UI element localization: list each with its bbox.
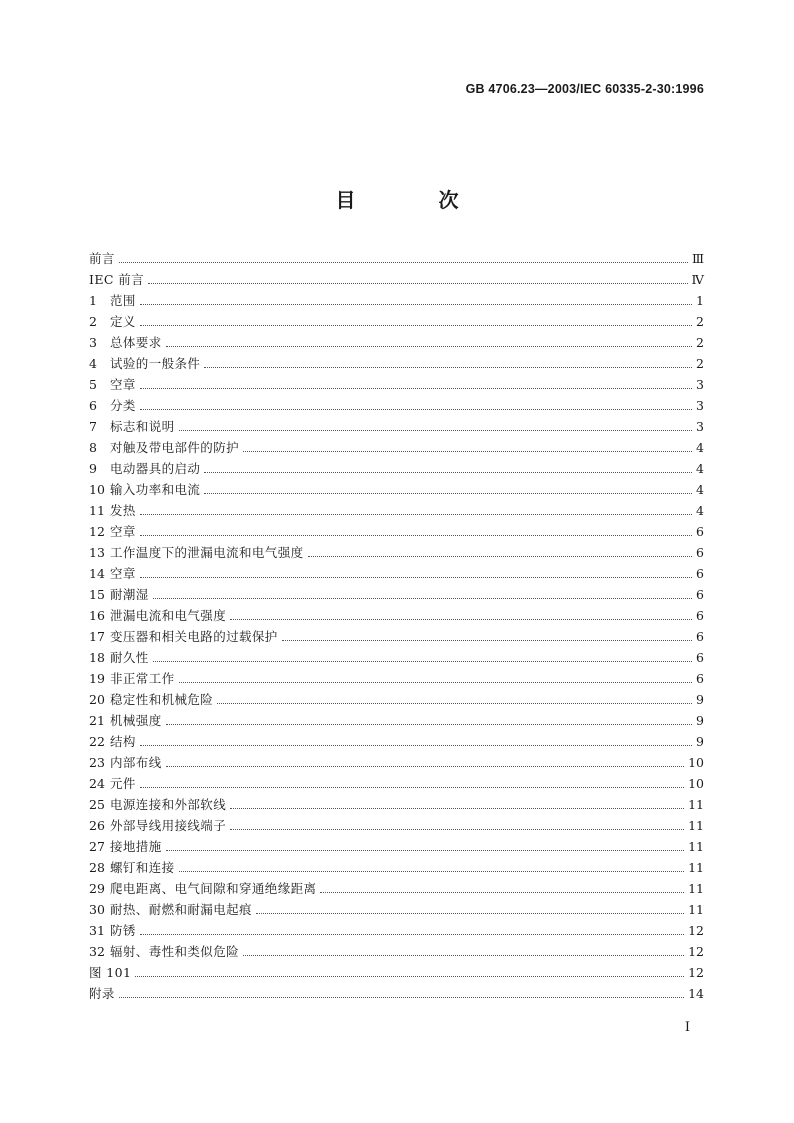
toc-entry-number: 24 (89, 776, 105, 791)
toc-entry (89, 647, 704, 668)
toc-entry-number: 13 (89, 545, 105, 560)
toc-entry-title: 结构 (110, 734, 136, 749)
toc-entry-title: 图 101 (89, 965, 132, 980)
toc-entry-page: 6 (696, 524, 704, 539)
toc-entry-page: 6 (696, 671, 704, 686)
toc-dot-leader (148, 283, 687, 284)
toc-entry-page: 6 (696, 608, 704, 623)
toc-entry-page: 14 (688, 986, 704, 1001)
toc-entry-page: 6 (696, 545, 704, 560)
toc-entry-title: 辐射、毒性和类似危险 (110, 944, 240, 959)
toc-entry-title: 电动器具的启动 (110, 461, 201, 476)
toc-entry-page: 6 (696, 566, 704, 581)
toc-dot-leader (179, 682, 692, 683)
toc-dot-leader (204, 493, 692, 494)
toc-dot-leader (179, 430, 692, 431)
toc-entry-title: 分类 (110, 398, 136, 413)
toc-entry (89, 458, 704, 479)
toc-dot-leader (243, 451, 692, 452)
toc-entry (89, 962, 704, 983)
toc-entry-number: 15 (89, 587, 105, 602)
toc-entry-page: 12 (688, 923, 704, 938)
toc-entry (89, 941, 704, 962)
toc-entry-number: 32 (89, 944, 105, 959)
toc-dot-leader (243, 955, 684, 956)
toc-entry-title: 试验的一般条件 (110, 356, 201, 371)
toc-entry-page: Ⅳ (691, 272, 704, 287)
toc-entry-number: 19 (89, 671, 105, 686)
toc-entry (89, 899, 704, 920)
toc-entry-title: 非正常工作 (110, 671, 175, 686)
toc-entry-number: 10 (89, 482, 105, 497)
toc-dot-leader (166, 850, 684, 851)
toc-entry-number: 14 (89, 566, 105, 581)
toc-entry (89, 752, 704, 773)
toc-entry-number: 1 (89, 293, 97, 308)
toc-entry-number: 11 (89, 503, 105, 518)
toc-entry (89, 920, 704, 941)
toc-entry-number: 17 (89, 629, 105, 644)
toc-entry-title: 工作温度下的泄漏电流和电气强度 (110, 545, 304, 560)
toc-dot-leader (166, 766, 684, 767)
toc-dot-leader (140, 934, 684, 935)
toc-entry-title: 输入功率和电流 (110, 482, 201, 497)
toc-entry-title: 外部导线用接线端子 (110, 818, 227, 833)
toc-entry-page: 2 (696, 314, 704, 329)
toc-entry-title: 耐热、耐燃和耐漏电起痕 (110, 902, 252, 917)
toc-dot-leader (140, 514, 692, 515)
toc-entry-page: 9 (696, 692, 704, 707)
toc-entry-number: 18 (89, 650, 105, 665)
toc-entry-page: 2 (696, 356, 704, 371)
toc-entry-number: 25 (89, 797, 105, 812)
toc-entry (89, 815, 704, 836)
toc-entry-page: 11 (688, 881, 704, 896)
toc-entry-page: 6 (696, 650, 704, 665)
toc-entry-title: 定义 (110, 314, 136, 329)
toc-entry-number: 7 (89, 419, 97, 434)
page-number: I (684, 1020, 690, 1035)
toc-entry-page: 2 (696, 335, 704, 350)
toc-dot-leader (320, 892, 684, 893)
toc-entry-title: 对触及带电部件的防护 (110, 440, 240, 455)
table-of-contents (89, 248, 704, 1004)
toc-entry (89, 521, 704, 542)
toc-entry (89, 668, 704, 689)
toc-entry-page: 4 (696, 503, 704, 518)
toc-entry-page: 9 (696, 734, 704, 749)
toc-entry (89, 311, 704, 332)
toc-dot-leader (140, 787, 684, 788)
toc-dot-leader (140, 745, 692, 746)
toc-entry-page: 1 (696, 293, 704, 308)
toc-dot-leader (217, 703, 692, 704)
toc-entry-title: 空章 (110, 524, 136, 539)
toc-entry-title: 附录 (89, 986, 115, 1001)
toc-entry-title: 元件 (110, 776, 136, 791)
toc-entry-title: 空章 (110, 377, 136, 392)
toc-entry-number: 5 (89, 377, 97, 392)
toc-dot-leader (140, 304, 692, 305)
toc-entry-number: 16 (89, 608, 105, 623)
toc-entry-title: 电源连接和外部软线 (110, 797, 227, 812)
toc-entry (89, 374, 704, 395)
toc-entry-page: 12 (688, 944, 704, 959)
toc-entry-page: 4 (696, 482, 704, 497)
toc-entry-number: 30 (89, 902, 105, 917)
toc-entry (89, 416, 704, 437)
toc-entry-page: 10 (688, 776, 704, 791)
toc-dot-leader (166, 724, 692, 725)
toc-entry-page: 6 (696, 629, 704, 644)
toc-entry-number: 3 (89, 335, 97, 350)
toc-entry (89, 248, 704, 269)
toc-entry-page: 4 (696, 461, 704, 476)
toc-entry-number: 12 (89, 524, 105, 539)
toc-entry-number: 22 (89, 734, 105, 749)
toc-entry (89, 584, 704, 605)
toc-entry-title: 变压器和相关电路的过载保护 (110, 629, 278, 644)
toc-entry-number: 4 (89, 356, 97, 371)
standard-code-header: GB 4706.23—2003/IEC 60335-2-30:1996 (465, 82, 704, 96)
toc-entry-number: 31 (89, 923, 105, 938)
toc-dot-leader (256, 913, 684, 914)
toc-dot-leader (135, 976, 684, 977)
toc-entry-page: 11 (688, 818, 704, 833)
toc-dot-leader (308, 556, 692, 557)
toc-entry (89, 563, 704, 584)
toc-entry (89, 731, 704, 752)
toc-entry (89, 626, 704, 647)
toc-entry-title: 稳定性和机械危险 (110, 692, 214, 707)
toc-entry-title: 耐潮湿 (110, 587, 149, 602)
toc-dot-leader (204, 367, 692, 368)
toc-entry-page: 11 (688, 797, 704, 812)
toc-entry (89, 395, 704, 416)
toc-entry-page: 11 (688, 860, 704, 875)
toc-entry-title: 泄漏电流和电气强度 (110, 608, 227, 623)
toc-entry-page: 9 (696, 713, 704, 728)
toc-entry-title: 耐久性 (110, 650, 149, 665)
toc-entry-number: 29 (89, 881, 105, 896)
toc-entry (89, 689, 704, 710)
toc-entry-page: 10 (688, 755, 704, 770)
toc-entry-page: 3 (696, 377, 704, 392)
toc-dot-leader (119, 997, 684, 998)
toc-entry-title: 总体要求 (110, 335, 162, 350)
toc-entry-title: 内部布线 (110, 755, 162, 770)
toc-dot-leader (204, 472, 692, 473)
toc-entry-number: 6 (89, 398, 97, 413)
toc-dot-leader (230, 829, 684, 830)
toc-dot-leader (153, 661, 692, 662)
page-title: 目 次 (335, 188, 497, 212)
toc-entry-title: 机械强度 (110, 713, 162, 728)
toc-entry-number: 23 (89, 755, 105, 770)
toc-entry-page: 6 (696, 587, 704, 602)
toc-entry-page: 12 (688, 965, 704, 980)
toc-dot-leader (140, 577, 692, 578)
toc-entry-page: 3 (696, 419, 704, 434)
toc-dot-leader (119, 262, 688, 263)
toc-entry (89, 836, 704, 857)
toc-entry-page: 4 (696, 440, 704, 455)
toc-entry-number: 8 (89, 440, 97, 455)
toc-entry (89, 437, 704, 458)
toc-entry-page: 3 (696, 398, 704, 413)
toc-entry (89, 857, 704, 878)
toc-entry (89, 542, 704, 563)
toc-entry (89, 290, 704, 311)
toc-entry-number: 20 (89, 692, 105, 707)
toc-entry-number: 2 (89, 314, 97, 329)
toc-dot-leader (153, 598, 692, 599)
toc-entry-title: 螺钉和连接 (110, 860, 175, 875)
toc-entry-number: 21 (89, 713, 105, 728)
toc-entry-title: 前言 (89, 251, 115, 266)
toc-dot-leader (230, 619, 692, 620)
toc-entry (89, 269, 704, 290)
toc-entry (89, 878, 704, 899)
toc-entry-page: Ⅲ (691, 251, 704, 266)
toc-dot-leader (140, 535, 692, 536)
toc-entry-page: 11 (688, 902, 704, 917)
toc-entry (89, 605, 704, 626)
toc-entry-title: 标志和说明 (110, 419, 175, 434)
toc-entry (89, 794, 704, 815)
toc-entry-title: 空章 (110, 566, 136, 581)
toc-entry-page: 11 (688, 839, 704, 854)
toc-dot-leader (140, 325, 692, 326)
toc-dot-leader (230, 808, 684, 809)
toc-entry-number: 27 (89, 839, 105, 854)
toc-entry (89, 500, 704, 521)
toc-entry (89, 773, 704, 794)
toc-dot-leader (140, 388, 692, 389)
toc-dot-leader (282, 640, 692, 641)
toc-entry (89, 710, 704, 731)
toc-entry-title: IEC 前言 (89, 272, 145, 287)
toc-entry-number: 28 (89, 860, 105, 875)
toc-dot-leader (140, 409, 692, 410)
toc-dot-leader (179, 871, 685, 872)
toc-entry (89, 332, 704, 353)
toc-entry-title: 范围 (110, 293, 136, 308)
toc-entry-title: 发热 (110, 503, 136, 518)
toc-entry (89, 983, 704, 1004)
toc-dot-leader (166, 346, 692, 347)
toc-entry (89, 479, 704, 500)
toc-entry-title: 接地措施 (110, 839, 162, 854)
toc-entry (89, 353, 704, 374)
toc-entry-title: 防锈 (110, 923, 136, 938)
toc-entry-number: 9 (89, 461, 97, 476)
toc-entry-title: 爬电距离、电气间隙和穿通绝缘距离 (110, 881, 317, 896)
toc-entry-number: 26 (89, 818, 105, 833)
